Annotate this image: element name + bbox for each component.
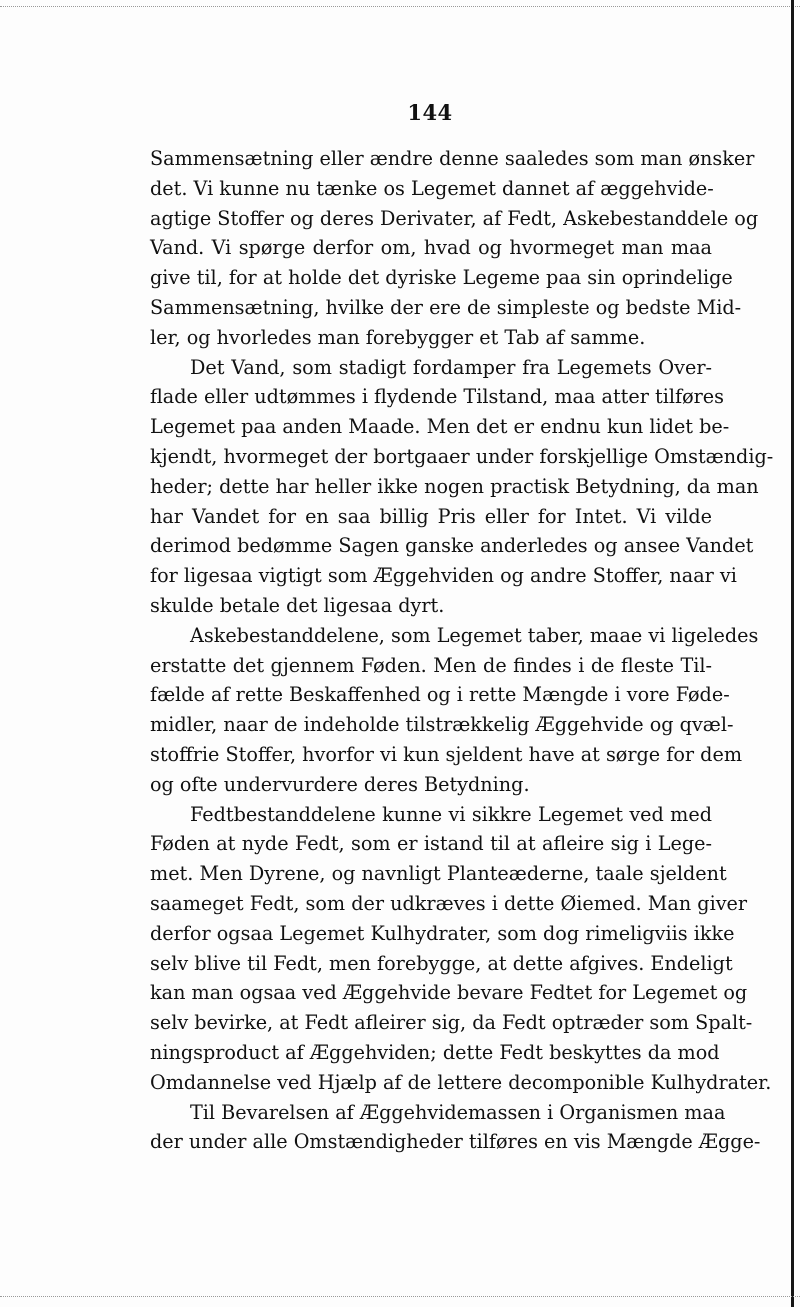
text-line: kjendt, hvormeget der bortgaaer under forskjellige Omstændig- — [150, 444, 774, 468]
text-line: flade eller udtømmes i flydende Tilstand, maa atter tilføres — [150, 385, 725, 409]
text-line: har Vandet for en saa billig Pris eller for Intet. Vi vilde — [150, 504, 712, 528]
page-number: 144 — [407, 100, 453, 125]
text-line: derimod bedømme Sagen ganske anderledes og ansee Vandet — [150, 534, 754, 558]
text-line: ler, og hvorledes man forebygger et Tab af samme. — [150, 325, 646, 349]
paragraph-4 — [150, 800, 772, 1098]
text-line: Det Vand, som stadigt fordamper fra Legemets Over- — [190, 355, 712, 379]
text-line: Sammensætning, hvilke der ere de simpleste og bedste Mid- — [150, 295, 742, 319]
scan-edge-bottom — [0, 1296, 800, 1297]
scan-edge-top — [0, 6, 800, 7]
text-line: Askebestanddelene, som Legemet taber, maae vi ligeledes — [190, 623, 759, 647]
text-line: skulde betale det ligesaa dyrt. — [150, 593, 445, 617]
text-line: saameget Fedt, som der udkræves i dette Øiemed. Man giver — [150, 891, 748, 915]
text-line: Sammensætning eller ændre denne saaledes som man ønsker — [150, 147, 755, 170]
text-line: midler, naar de indeholde tilstrækkelig Æggehvide og qvæl- — [150, 713, 734, 737]
text-line: give til, for at holde det dyriske Legeme paa sin oprindelige — [150, 266, 733, 290]
text-line: heder; dette har heller ikke nogen practisk Betydning, da man — [150, 474, 759, 498]
text-line: derfor ogsaa Legemet Kulhydrater, som dog rimeligviis ikke — [150, 921, 735, 945]
text-line: ningsproduct af Æggehviden; dette Fedt beskyttes da mod — [150, 1040, 720, 1064]
text-line: selv blive til Fedt, men forebygge, at dette afgives. Endeligt — [150, 951, 733, 975]
scan-edge-right — [791, 0, 794, 1307]
paragraph-1 — [150, 144, 759, 353]
text-line: Omdannelse ved Hjælp af de lettere decomponible Kulhydrater. — [150, 1070, 772, 1094]
text-line: Vand. Vi spørge derfor om, hvad og hvormeget man maa — [150, 236, 712, 260]
text-line: det. Vi kunne nu tænke os Legemet dannet af æggehvide- — [150, 176, 714, 200]
paragraph-2 — [150, 353, 774, 621]
body-text — [150, 144, 774, 1157]
text-line: met. Men Dyrene, og navnligt Planteæderne, taale sjeldent — [150, 862, 727, 886]
text-line: der under alle Omstændigheder tilføres en vis Mængde Ægge- — [150, 1130, 761, 1154]
text-line: for ligesaa vigtigt som Æggehviden og andre Stoffer, naar vi — [150, 564, 737, 588]
text-line: agtige Stoffer og deres Derivater, af Fedt, Askebestanddele og — [150, 206, 759, 230]
text-line: stoffrie Stoffer, hvorfor vi kun sjeldent have at sørge for dem — [150, 742, 743, 766]
text-line: erstatte det gjennem Føden. Men de findes i de fleste Til- — [150, 653, 712, 677]
text-line: Legemet paa anden Maade. Men det er endnu kun lidet be- — [150, 415, 730, 439]
paragraph-5 — [150, 1098, 761, 1158]
text-line: kan man ogsaa ved Æggehvide bevare Fedtet for Legemet og — [150, 981, 748, 1005]
text-line: fælde af rette Beskaffenhed og i rette Mængde i vore Føde- — [150, 683, 730, 707]
text-line: og ofte undervurdere deres Betydning. — [150, 772, 530, 796]
text-line: selv bevirke, at Fedt afleirer sig, da Fedt optræder som Spalt- — [150, 1011, 753, 1035]
text-line: Føden at nyde Fedt, som er istand til at afleire sig i Lege- — [150, 832, 712, 856]
text-line: Fedtbestanddelene kunne vi sikkre Legemet ved med — [190, 802, 712, 826]
paragraph-3 — [150, 621, 759, 800]
text-line: Til Bevarelsen af Æggehvidemassen i Organismen maa — [190, 1100, 726, 1124]
